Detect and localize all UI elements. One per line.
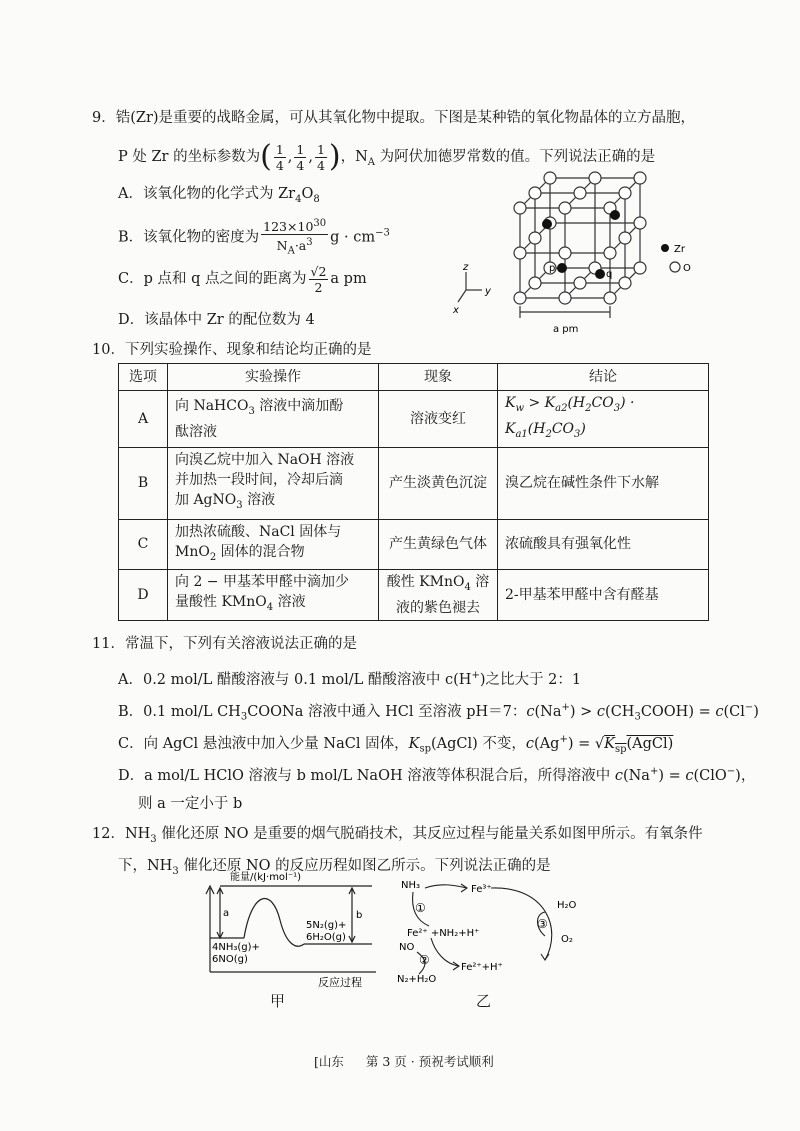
q9-stem-line1: 9．锆(Zr)是重要的战略金属，可从其氧化物中提取。下图是某种锆的氧化物晶体的立方晶胞， <box>92 110 696 126</box>
q9-option-c: C．p 点和 q 点之间的距离为 $\frac{√2}{2}$ a pm <box>118 263 367 295</box>
mech-step1: ① <box>415 901 426 915</box>
mech-o2: O₂ <box>561 934 573 945</box>
experiment-table <box>118 363 709 621</box>
energy-ylabel: 能量/(kJ·mol⁻¹) <box>230 872 302 883</box>
header-conclusion: 结论 <box>498 364 709 391</box>
q9-option-b: B．该氧化物的密度为 $\frac{123\times 10^{30}}{N_A\cdot a^3}$ $g \cdot cm^{-3}$ <box>118 218 390 257</box>
mech-step2: ② <box>419 953 430 967</box>
header-phenomenon: 现象 <box>379 364 498 391</box>
legend-zr: Zr <box>674 244 685 255</box>
table-row-d: D 向 2 − 甲基苯甲醛中滴加少 量酸性 KMnO$_4$ 溶液 酸性 KMnO$_4$ 溶 液的紫色褪去 2-甲基苯甲醛中含有醛基 <box>119 570 709 621</box>
mech-fe3: Fe³⁺ <box>471 884 492 895</box>
axis-y-label: y <box>485 286 491 297</box>
footer-page-text: 第 3 页 · 预祝考试顺利 <box>365 1054 494 1069</box>
q11-option-c: C．向 AgCl 悬浊液中加入少量 NaCl 固体，$K_{sp}(AgCl)$ 不变，$c(Ag^+) = √K_{sp}(AgCl)$ <box>118 734 674 755</box>
point-p-label: p <box>549 263 556 274</box>
caption-fig-a: 甲 <box>270 992 286 1010</box>
mech-step3: ③ <box>537 917 548 931</box>
caption-fig-b: 乙 <box>476 992 492 1010</box>
mechanism-figure <box>395 868 595 988</box>
mech-no: NO <box>399 942 415 953</box>
energy-xlabel: 反应过程 <box>318 976 362 989</box>
mech-h2o: H₂O <box>557 900 577 911</box>
reactant-line2: 6NO(g) <box>212 954 248 965</box>
crystal-cell-figure <box>450 160 700 340</box>
q11-option-a: A．0.2 mol/L 醋酸溶液与 0.1 mol/L 醋酸溶液中 c(H+)之比大于 2：1 <box>118 670 582 688</box>
header-option: 选项 <box>119 364 168 391</box>
q12-stem-line1: 12．$NH_3$ 催化还原 NO 是重要的烟气脱硝技术，其反应过程与能量关系如图甲所示。有氧条件 <box>92 826 703 845</box>
header-operation: 实验操作 <box>168 364 379 391</box>
point-q-label: q <box>606 269 613 280</box>
footer-left: [山东 <box>314 1054 344 1069</box>
mech-n2h2o: N₂+H₂O <box>397 974 437 985</box>
q11-option-d-line2: 则 a 一定小于 b <box>138 796 243 812</box>
mech-nh3: NH₃ <box>401 880 421 891</box>
axis-z-label: z <box>463 262 469 273</box>
q9-option-d: D．该晶体中 Zr 的配位数为 4 <box>118 312 315 328</box>
axis-x-label: x <box>453 305 459 316</box>
q12-stem-line2: 下，$NH_3$ 催化还原 NO 的反应历程如图乙所示。下列说法正确的是 <box>118 858 551 877</box>
q11-option-b: B．0.1 mol/L $CH_3COONa$ 溶液中通入 HCl 至溶液 pH＝7：$c(Na^+) > c(CH_3COOH) = c(Cl^-)$ <box>118 702 759 723</box>
table-row-a: A 向 NaHCO$_3$ 溶液中滴加酚 酞溶液 溶液变红 $K_w > K_{a2}(H_2CO_3) \cdot K_{a1}(H_2CO_3)$ <box>119 391 709 448</box>
cell-width-label: a pm <box>553 324 579 335</box>
table-row-c: C 加热浓硫酸、NaCl 固体与 MnO$_2$ 固体的混合物 产生黄绿色气体 浓硫酸具有强氧化性 <box>119 519 709 570</box>
reactant-line1: 4NH₃(g)+ <box>212 942 260 953</box>
mech-intermediate: Fe²⁺ +NH₂+H⁺ <box>407 928 480 939</box>
product-line1: 5N₂(g)+ <box>306 920 347 931</box>
legend-o: O <box>683 263 691 274</box>
energy-diagram-figure <box>200 872 380 990</box>
conclusion-a: $K_w > K_{a2}(H_2CO_3) \cdot K_{a1}(H_2CO_3)$ <box>498 391 709 448</box>
mech-fe2h: Fe²⁺+H⁺ <box>461 962 503 973</box>
table-row-b: B 向溴乙烷中加入 NaOH 溶液 并加热一段时间，冷却后滴 加 AgNO$_3$ 溶液 产生淡黄色沉淀 溴乙烷在碱性条件下水解 <box>119 447 709 519</box>
energy-label-a: a <box>223 908 230 919</box>
page-footer <box>314 1052 494 1070</box>
q11-stem: 11．常温下，下列有关溶液说法正确的是 <box>92 636 357 652</box>
product-line2: 6H₂O(g) <box>306 932 346 943</box>
energy-label-b: b <box>356 910 363 921</box>
q11-option-d: D．a mol/L HClO 溶液与 b mol/L NaOH 溶液等体积混合后，所得溶液中 c(Na+) = c(ClO−)， <box>118 766 756 784</box>
q10-stem: 10．下列实验操作、现象和结论均正确的是 <box>92 342 372 358</box>
q9-option-a: A．该氧化物的化学式为 $Zr_4O_8$ <box>118 186 320 205</box>
q9-stem-line2: P 处 Zr 的坐标参数为( $\frac{1}{4}$ , $\frac{1}{4}$ , $\frac{1}{4}$ )，$N_A$ 为阿伏加德罗常数的值。下列说法正确的是 <box>118 139 656 174</box>
